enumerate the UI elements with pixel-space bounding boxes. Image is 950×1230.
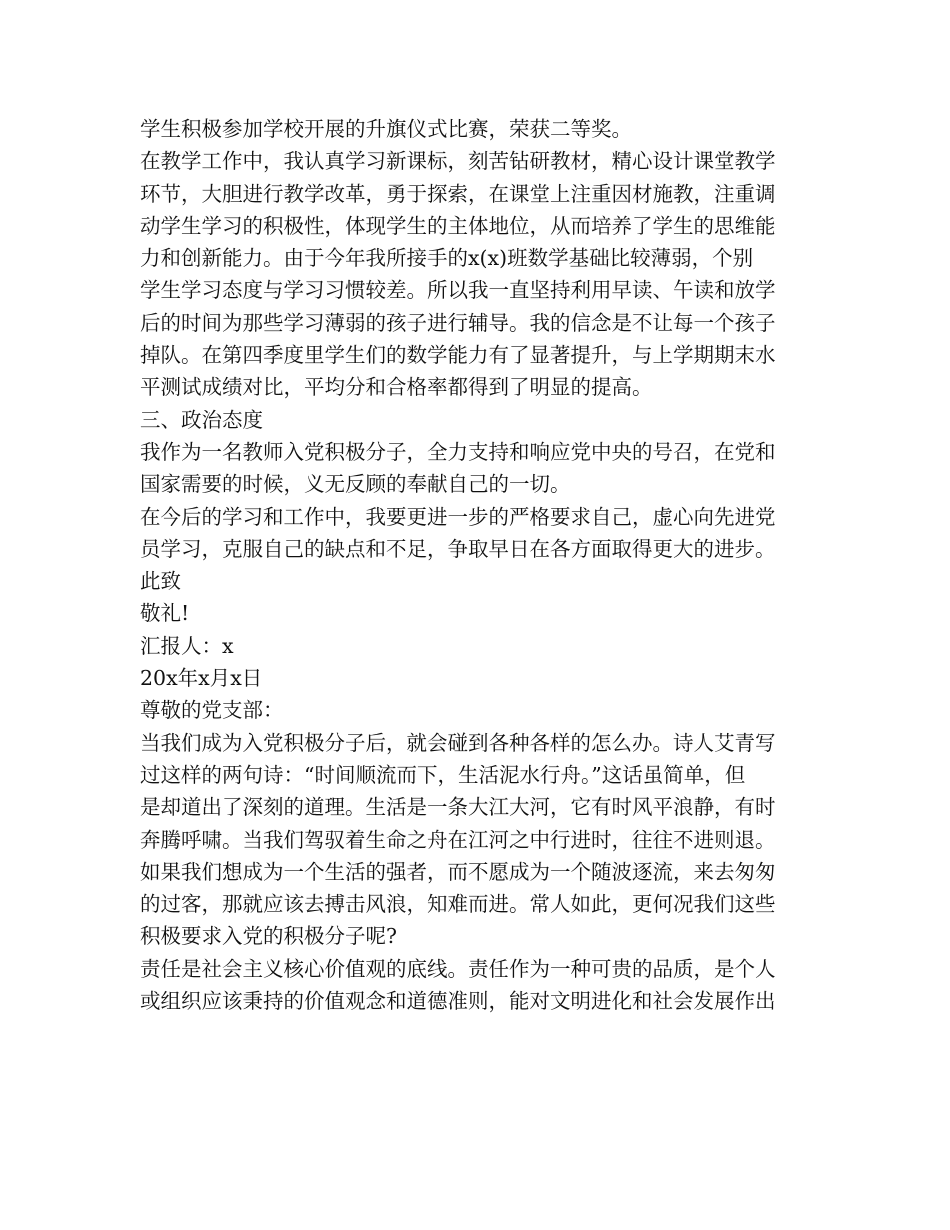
text-line: 当我们成为入党积极分子后，就会碰到各种各样的怎么办。诗人艾青写 <box>140 730 776 755</box>
text-line: 员学习，克服自己的缺点和不足，争取早日在各方面取得更大的进步。 <box>140 536 776 561</box>
text-line: 责任是社会主义核心价值观的底线。责任作为一种可贵的品质，是个人 <box>140 956 776 981</box>
letter-greeting: 尊敬的党支部： <box>140 698 284 723</box>
text-line: 如果我们想成为一个生活的强者，而不愿成为一个随波逐流，来去匆匆 <box>140 859 776 884</box>
closing-regards: 敬礼! <box>140 601 190 626</box>
document-body <box>140 113 816 1017</box>
report-date: 20x年x月x日 <box>140 666 263 691</box>
closing-salutation: 此致 <box>140 569 181 594</box>
text-line: 学生积极参加学校开展的升旗仪式比赛，荣获二等奖。 <box>140 117 632 141</box>
text-line: 掉队。在第四季度里学生们的数学能力有了显著提升，与上学期期末水 <box>140 343 776 368</box>
text-line: 的过客，那就应该去搏击风浪，知难而进。常人如此，更何况我们这些 <box>140 892 776 917</box>
text-line: 是却道出了深刻的道理。生活是一条大江大河，它有时风平浪静，有时 <box>140 795 776 820</box>
text-line: 或组织应该秉持的价值观念和道德准则，能对文明进化和社会发展作出 <box>140 989 776 1014</box>
text-line: 环节，大胆进行教学改革，勇于探索，在课堂上注重因材施教，注重调 <box>140 181 776 206</box>
text-line: 在教学工作中，我认真学习新课标，刻苦钻研教材，精心设计课堂教学 <box>140 149 776 174</box>
text-line: 学生学习态度与学习习惯较差。所以我一直坚持利用早读、午读和放学 <box>140 278 776 303</box>
text-line: 奔腾呼啸。当我们驾驭着生命之舟在江河之中行进时，往往不进则退。 <box>140 827 776 852</box>
text-line: 积极要求入党的积极分子呢? <box>140 924 397 949</box>
text-line: 平测试成绩对比，平均分和合格率都得到了明显的提高。 <box>140 375 653 400</box>
section-heading: 三、政治态度 <box>140 407 263 432</box>
text-line: 我作为一名教师入党积极分子，全力支持和响应党中央的号召，在党和 <box>140 439 776 464</box>
text-line: 国家需要的时候，义无反顾的奉献自己的一切。 <box>140 472 571 497</box>
text-line: 后的时间为那些学习薄弱的孩子进行辅导。我的信念是不让每一个孩子 <box>140 310 776 335</box>
text-line: 过这样的两句诗：“时间顺流而下，生活泥水行舟。”这话虽简单，但 <box>140 762 746 787</box>
text-line: 动学生学习的积极性，体现学生的主体地位，从而培养了学生的思维能 <box>140 213 776 238</box>
text-line: 力和创新能力。由于今年我所接手的x(x)班数学基础比较薄弱，个别 <box>140 246 754 271</box>
reporter-signature: 汇报人：x <box>140 633 234 658</box>
text-line: 在今后的学习和工作中，我要更进一步的严格要求自己，虚心向先进党 <box>140 504 776 529</box>
